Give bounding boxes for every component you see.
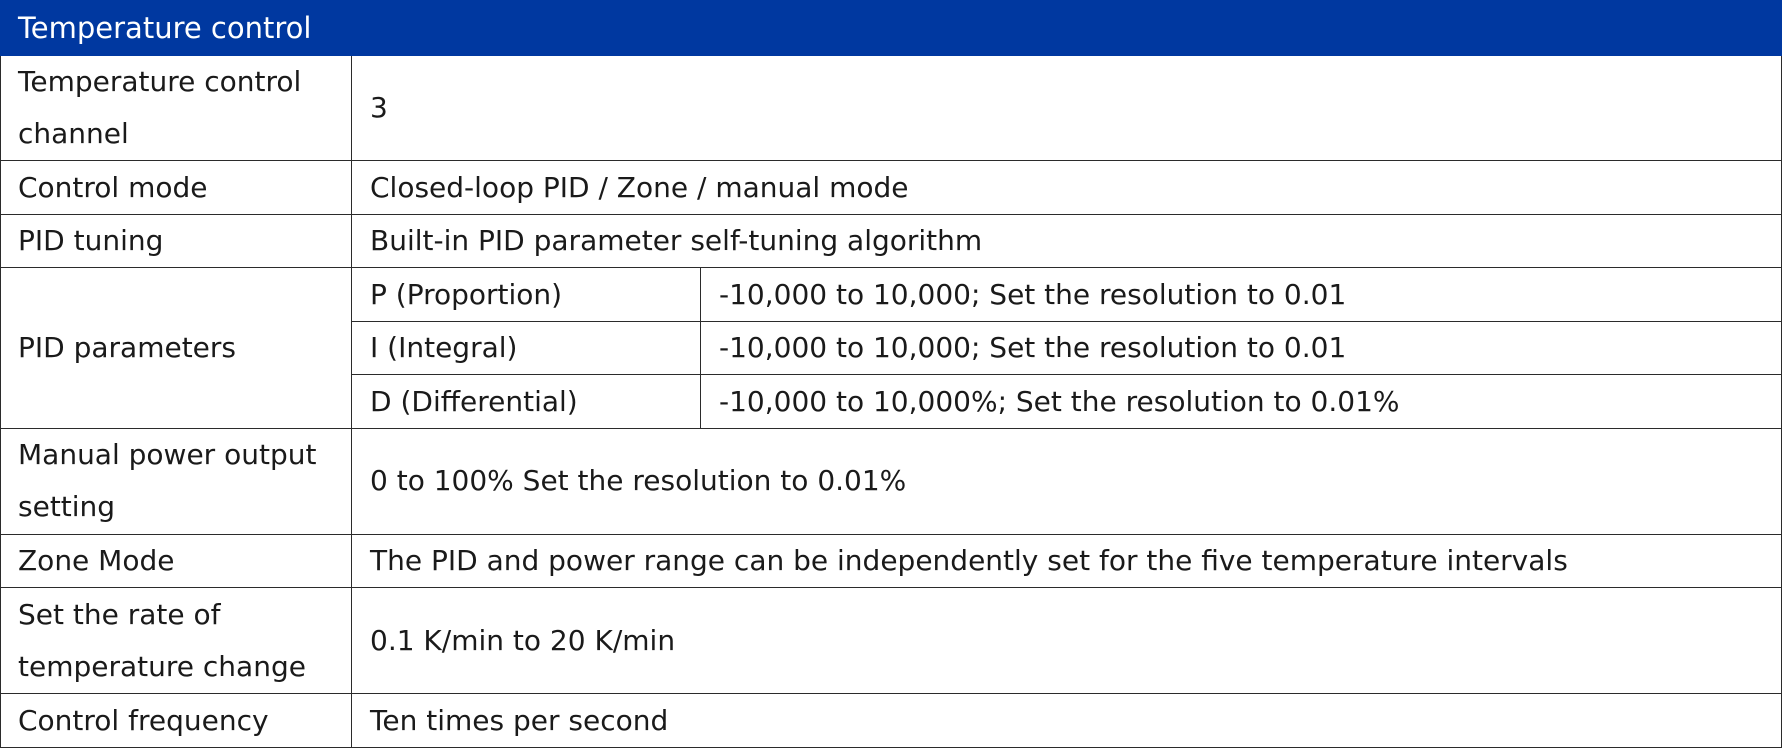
table-row <box>1 55 1782 161</box>
row-value: Ten times per second <box>352 694 1782 748</box>
row-label: Set the rate of temperature change <box>1 588 352 694</box>
table-title: Temperature control <box>1 1 1782 56</box>
row-value: Built-in PID parameter self-tuning algorithm <box>352 214 1782 268</box>
row-label: Control frequency <box>1 694 352 748</box>
table-row <box>1 428 1782 534</box>
row-value: 0.1 K/min to 20 K/min <box>352 588 1782 694</box>
row-value: The PID and power range can be independently set for the five temperature intervals <box>352 534 1782 588</box>
sub-param-value: -10,000 to 10,000%; Set the resolution to 0.01% <box>701 375 1782 429</box>
table-row <box>1 214 1782 268</box>
table-row <box>1 588 1782 694</box>
table-row <box>1 161 1782 215</box>
table-row <box>1 694 1782 748</box>
row-label: Zone Mode <box>1 534 352 588</box>
sub-param-name: I (Integral) <box>352 321 701 375</box>
table-row <box>1 534 1782 588</box>
row-value: 0 to 100% Set the resolution to 0.01% <box>352 428 1782 534</box>
sub-param-name: P (Proportion) <box>352 268 701 322</box>
row-label: PID parameters <box>1 268 352 429</box>
row-value: 3 <box>352 55 1782 161</box>
sub-param-value: -10,000 to 10,000; Set the resolution to 0.01 <box>701 321 1782 375</box>
table-header-row <box>1 1 1782 56</box>
row-label: PID tuning <box>1 214 352 268</box>
sub-param-value: -10,000 to 10,000; Set the resolution to 0.01 <box>701 268 1782 322</box>
row-value: Closed-loop PID / Zone / manual mode <box>352 161 1782 215</box>
row-label: Control mode <box>1 161 352 215</box>
row-label: Temperature control channel <box>1 55 352 161</box>
table-row <box>1 268 1782 322</box>
row-label: Manual power output setting <box>1 428 352 534</box>
sub-param-name: D (Differential) <box>352 375 701 429</box>
